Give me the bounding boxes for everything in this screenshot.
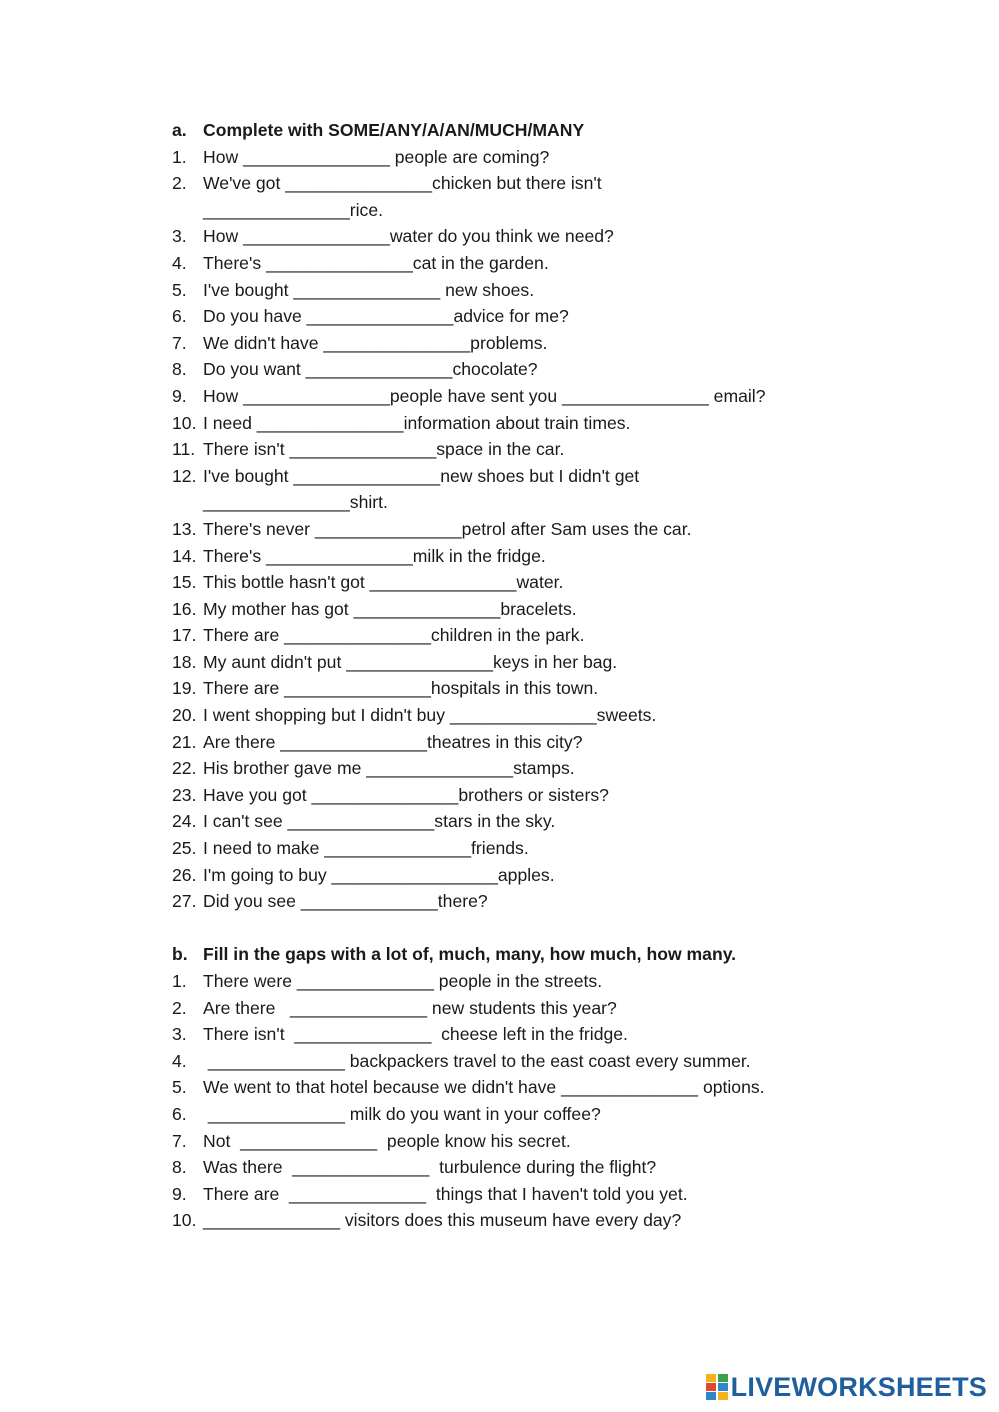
item-number: 9. <box>172 385 187 406</box>
item-text: Did you see ______________there? <box>203 891 488 912</box>
exercise-item <box>172 330 872 357</box>
item-number: 1. <box>172 971 187 991</box>
section-b-list <box>172 968 872 1234</box>
exercise-item <box>172 250 872 277</box>
item-text: How _______________ people are coming? <box>203 146 550 167</box>
item-number: 6. <box>172 306 187 327</box>
item-text: There isn't ______________ cheese left in the fridge. <box>203 1024 628 1045</box>
item-text: I've bought _______________ new shoes. <box>203 279 535 300</box>
exercise-item <box>172 968 872 995</box>
item-text: There isn't _______________space in the car. <box>203 439 565 460</box>
item-number: 18. <box>172 651 197 672</box>
item-text: His brother gave me _______________stamps. <box>203 758 575 779</box>
exercise-item <box>172 995 872 1022</box>
exercise-item-continuation <box>172 197 872 224</box>
worksheet <box>172 117 872 1234</box>
exercise-item <box>172 622 872 649</box>
item-number: 16. <box>172 598 197 619</box>
item-number: 7. <box>172 332 187 353</box>
item-text: We've got _______________chicken but there isn't <box>203 173 602 194</box>
exercise-item <box>172 303 872 330</box>
item-text: Do you have _______________advice for me? <box>203 306 569 327</box>
item-text: I'm going to buy _________________apples. <box>203 864 555 885</box>
item-number: 7. <box>172 1130 187 1151</box>
item-text: This bottle hasn't got _______________water. <box>203 572 564 593</box>
liveworksheets-brand <box>706 1370 987 1404</box>
exercise-item <box>172 1181 872 1208</box>
item-text: Not ______________ people know his secret. <box>203 1130 571 1151</box>
exercise-item <box>172 596 872 623</box>
item-number: 27. <box>172 891 197 912</box>
exercise-item-continuation <box>172 489 872 516</box>
item-number: 5. <box>172 279 187 300</box>
item-number: 10. <box>172 1210 197 1231</box>
section-title: Fill in the gaps with a lot of, much, many, how much, how many. <box>203 944 737 965</box>
item-number: 8. <box>172 359 187 380</box>
exercise-item <box>172 543 872 570</box>
exercise-item <box>172 808 872 835</box>
item-text: ______________ backpackers travel to the east coast every summer. <box>203 1050 751 1071</box>
section-spacer <box>172 915 872 942</box>
item-text: There are ______________ things that I haven't told you yet. <box>203 1183 688 1204</box>
item-text: I can't see _______________stars in the sky. <box>203 811 556 832</box>
section-b-heading <box>172 941 872 968</box>
item-number: 17. <box>172 625 197 646</box>
item-number <box>172 489 203 516</box>
exercise-item <box>172 223 872 250</box>
item-text: Are there ______________ new students this year? <box>203 997 617 1018</box>
item-number: 20. <box>172 705 197 726</box>
item-number: 5. <box>172 1077 187 1098</box>
item-text: _______________rice. <box>203 199 384 220</box>
exercise-item <box>172 649 872 676</box>
exercise-item <box>172 463 872 490</box>
exercise-item <box>172 170 872 197</box>
exercise-item <box>172 569 872 596</box>
item-text: _______________shirt. <box>203 492 388 513</box>
item-number: 22. <box>172 758 197 779</box>
exercise-item <box>172 144 872 171</box>
item-number: 21. <box>172 731 197 752</box>
item-number: 2. <box>172 997 187 1018</box>
section-letter: b. <box>172 944 188 965</box>
item-text: Have you got _______________brothers or sisters? <box>203 784 609 805</box>
item-text: There's _______________cat in the garden. <box>203 252 549 273</box>
section-title: Complete with SOME/ANY/A/AN/MUCH/MANY <box>203 120 585 140</box>
item-number: 25. <box>172 838 197 859</box>
item-text: How _______________people have sent you _______________ email? <box>203 385 766 406</box>
item-text: Are there _______________theatres in this city? <box>203 731 583 752</box>
exercise-item <box>172 1128 872 1155</box>
item-text: We went to that hotel because we didn't have ______________ options. <box>203 1077 765 1098</box>
item-number: 10. <box>172 412 197 433</box>
item-number <box>172 197 203 224</box>
liveworksheets-logo-icon <box>706 1374 728 1400</box>
exercise-item <box>172 729 872 756</box>
item-number: 4. <box>172 1050 187 1071</box>
exercise-item <box>172 1154 872 1181</box>
item-text: Do you want _______________chocolate? <box>203 359 538 380</box>
item-number: 13. <box>172 518 197 539</box>
item-text: I went shopping but I didn't buy _______________sweets. <box>203 705 657 726</box>
exercise-item <box>172 410 872 437</box>
item-text: I've bought _______________new shoes but I didn't get <box>203 465 640 486</box>
item-number: 3. <box>172 226 187 247</box>
item-text: How _______________water do you think we need? <box>203 226 614 247</box>
item-number: 12. <box>172 465 197 486</box>
item-text: We didn't have _______________problems. <box>203 332 548 353</box>
item-text: There are _______________hospitals in this town. <box>203 678 599 699</box>
item-text: I need to make _______________friends. <box>203 838 529 859</box>
exercise-item <box>172 356 872 383</box>
item-text: There's _______________milk in the fridge. <box>203 545 546 566</box>
item-number: 2. <box>172 173 187 194</box>
item-number: 9. <box>172 1183 187 1204</box>
exercise-item <box>172 277 872 304</box>
exercise-item <box>172 675 872 702</box>
item-number: 1. <box>172 146 187 167</box>
brand-name: LIVEWORKSHEETS <box>730 1371 987 1402</box>
item-number: 4. <box>172 252 187 273</box>
exercise-item <box>172 1048 872 1075</box>
item-number: 6. <box>172 1103 187 1124</box>
item-number: 23. <box>172 784 197 805</box>
exercise-item <box>172 1207 872 1234</box>
item-number: 11. <box>172 439 196 460</box>
section-letter: a. <box>172 120 187 140</box>
item-number: 26. <box>172 864 197 885</box>
item-number: 19. <box>172 678 197 699</box>
exercise-item <box>172 862 872 889</box>
item-number: 15. <box>172 572 197 593</box>
exercise-item <box>172 755 872 782</box>
exercise-item <box>172 835 872 862</box>
exercise-item <box>172 1021 872 1048</box>
item-number: 8. <box>172 1157 187 1178</box>
item-text: There's never _______________petrol after Sam uses the car. <box>203 518 692 539</box>
exercise-item <box>172 888 872 915</box>
item-text: My aunt didn't put _______________keys in her bag. <box>203 651 618 672</box>
exercise-item <box>172 436 872 463</box>
item-text: My mother has got _______________bracelets. <box>203 598 577 619</box>
exercise-item <box>172 1101 872 1128</box>
item-text: ______________ milk do you want in your coffee? <box>203 1103 601 1124</box>
item-text: ______________ visitors does this museum have every day? <box>203 1210 682 1231</box>
exercise-item <box>172 1074 872 1101</box>
item-text: Was there ______________ turbulence during the flight? <box>203 1157 657 1178</box>
item-number: 24. <box>172 811 197 832</box>
item-number: 14. <box>172 545 197 566</box>
section-a-heading <box>172 117 872 144</box>
item-text: There are _______________children in the park. <box>203 625 585 646</box>
exercise-item <box>172 702 872 729</box>
item-text: There were ______________ people in the streets. <box>203 971 603 991</box>
section-a-list <box>172 144 872 915</box>
exercise-item <box>172 383 872 410</box>
item-text: I need _______________information about train times. <box>203 412 631 433</box>
exercise-item <box>172 516 872 543</box>
item-number: 3. <box>172 1024 187 1045</box>
exercise-item <box>172 782 872 809</box>
